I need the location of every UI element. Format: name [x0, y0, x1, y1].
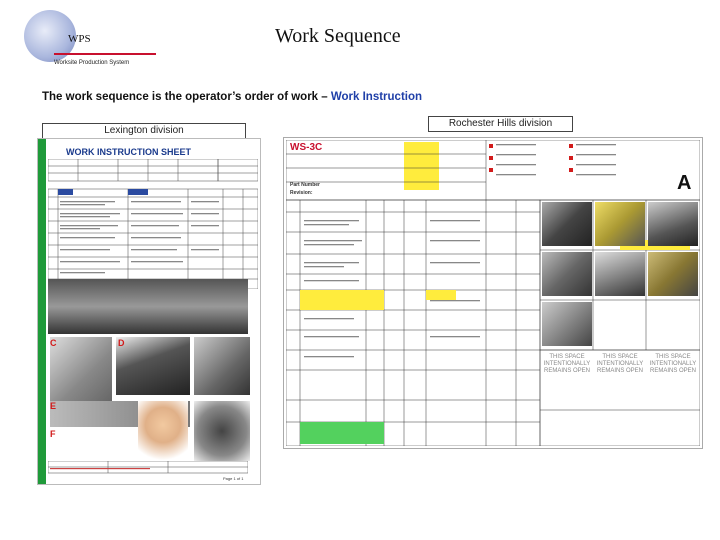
company-logo	[22, 8, 142, 68]
photo-tag-c: C	[50, 338, 57, 348]
roc-photo-6	[648, 252, 698, 296]
photo-step-extra	[194, 337, 250, 395]
rochester-label: Rochester Hills division	[428, 116, 573, 132]
subtitle-text: The work sequence is the operator’s order of work –	[42, 91, 331, 103]
photo-part-overview	[48, 279, 248, 334]
slide-subtitle	[42, 91, 422, 103]
slide-title: Work Sequence	[275, 25, 401, 47]
roc-photo-1	[542, 202, 592, 246]
photo-gloves	[194, 401, 250, 461]
lexington-label: Lexington division	[42, 123, 246, 139]
roc-photo-4	[542, 252, 592, 296]
roc-photo-7	[542, 302, 592, 346]
lex-footer-grid	[48, 461, 248, 481]
photo-step-d	[116, 337, 190, 395]
photo-tag-e: E	[50, 401, 57, 411]
doc-side-bar	[38, 139, 46, 484]
photo-tag-f: F	[50, 429, 56, 439]
roc-photo-2	[595, 202, 645, 246]
roc-station-id: WS-3C	[290, 142, 323, 153]
roc-grade-letter: A	[677, 172, 692, 194]
logo-fullname: Worksite Production System	[54, 60, 130, 66]
roc-revision-label: Revision:	[290, 190, 313, 196]
photo-safety-glasses	[138, 401, 188, 461]
work-instruction-link[interactable]: Work Instruction	[330, 91, 423, 103]
photo-tag-d: D	[118, 338, 125, 348]
logo-abbr: WPS	[68, 33, 91, 45]
rochester-work-instruction-sheet[interactable]	[283, 137, 703, 449]
roc-placeholder-2: THIS SPACE INTENTIONALLY REMAINS OPEN	[596, 354, 644, 374]
roc-part-number-label: Part Number	[290, 182, 321, 188]
lex-header-grid	[48, 159, 258, 289]
lexington-work-instruction-sheet[interactable]	[37, 138, 261, 485]
roc-photo-3	[648, 202, 698, 246]
roc-photo-5	[595, 252, 645, 296]
roc-placeholder-1: THIS SPACE INTENTIONALLY REMAINS OPEN	[543, 354, 591, 374]
lex-page-number: Page 1 of 1	[223, 476, 244, 481]
logo-underline	[54, 53, 156, 55]
lex-doc-title: WORK INSTRUCTION SHEET	[66, 147, 191, 157]
roc-placeholder-3: THIS SPACE INTENTIONALLY REMAINS OPEN	[649, 354, 697, 374]
